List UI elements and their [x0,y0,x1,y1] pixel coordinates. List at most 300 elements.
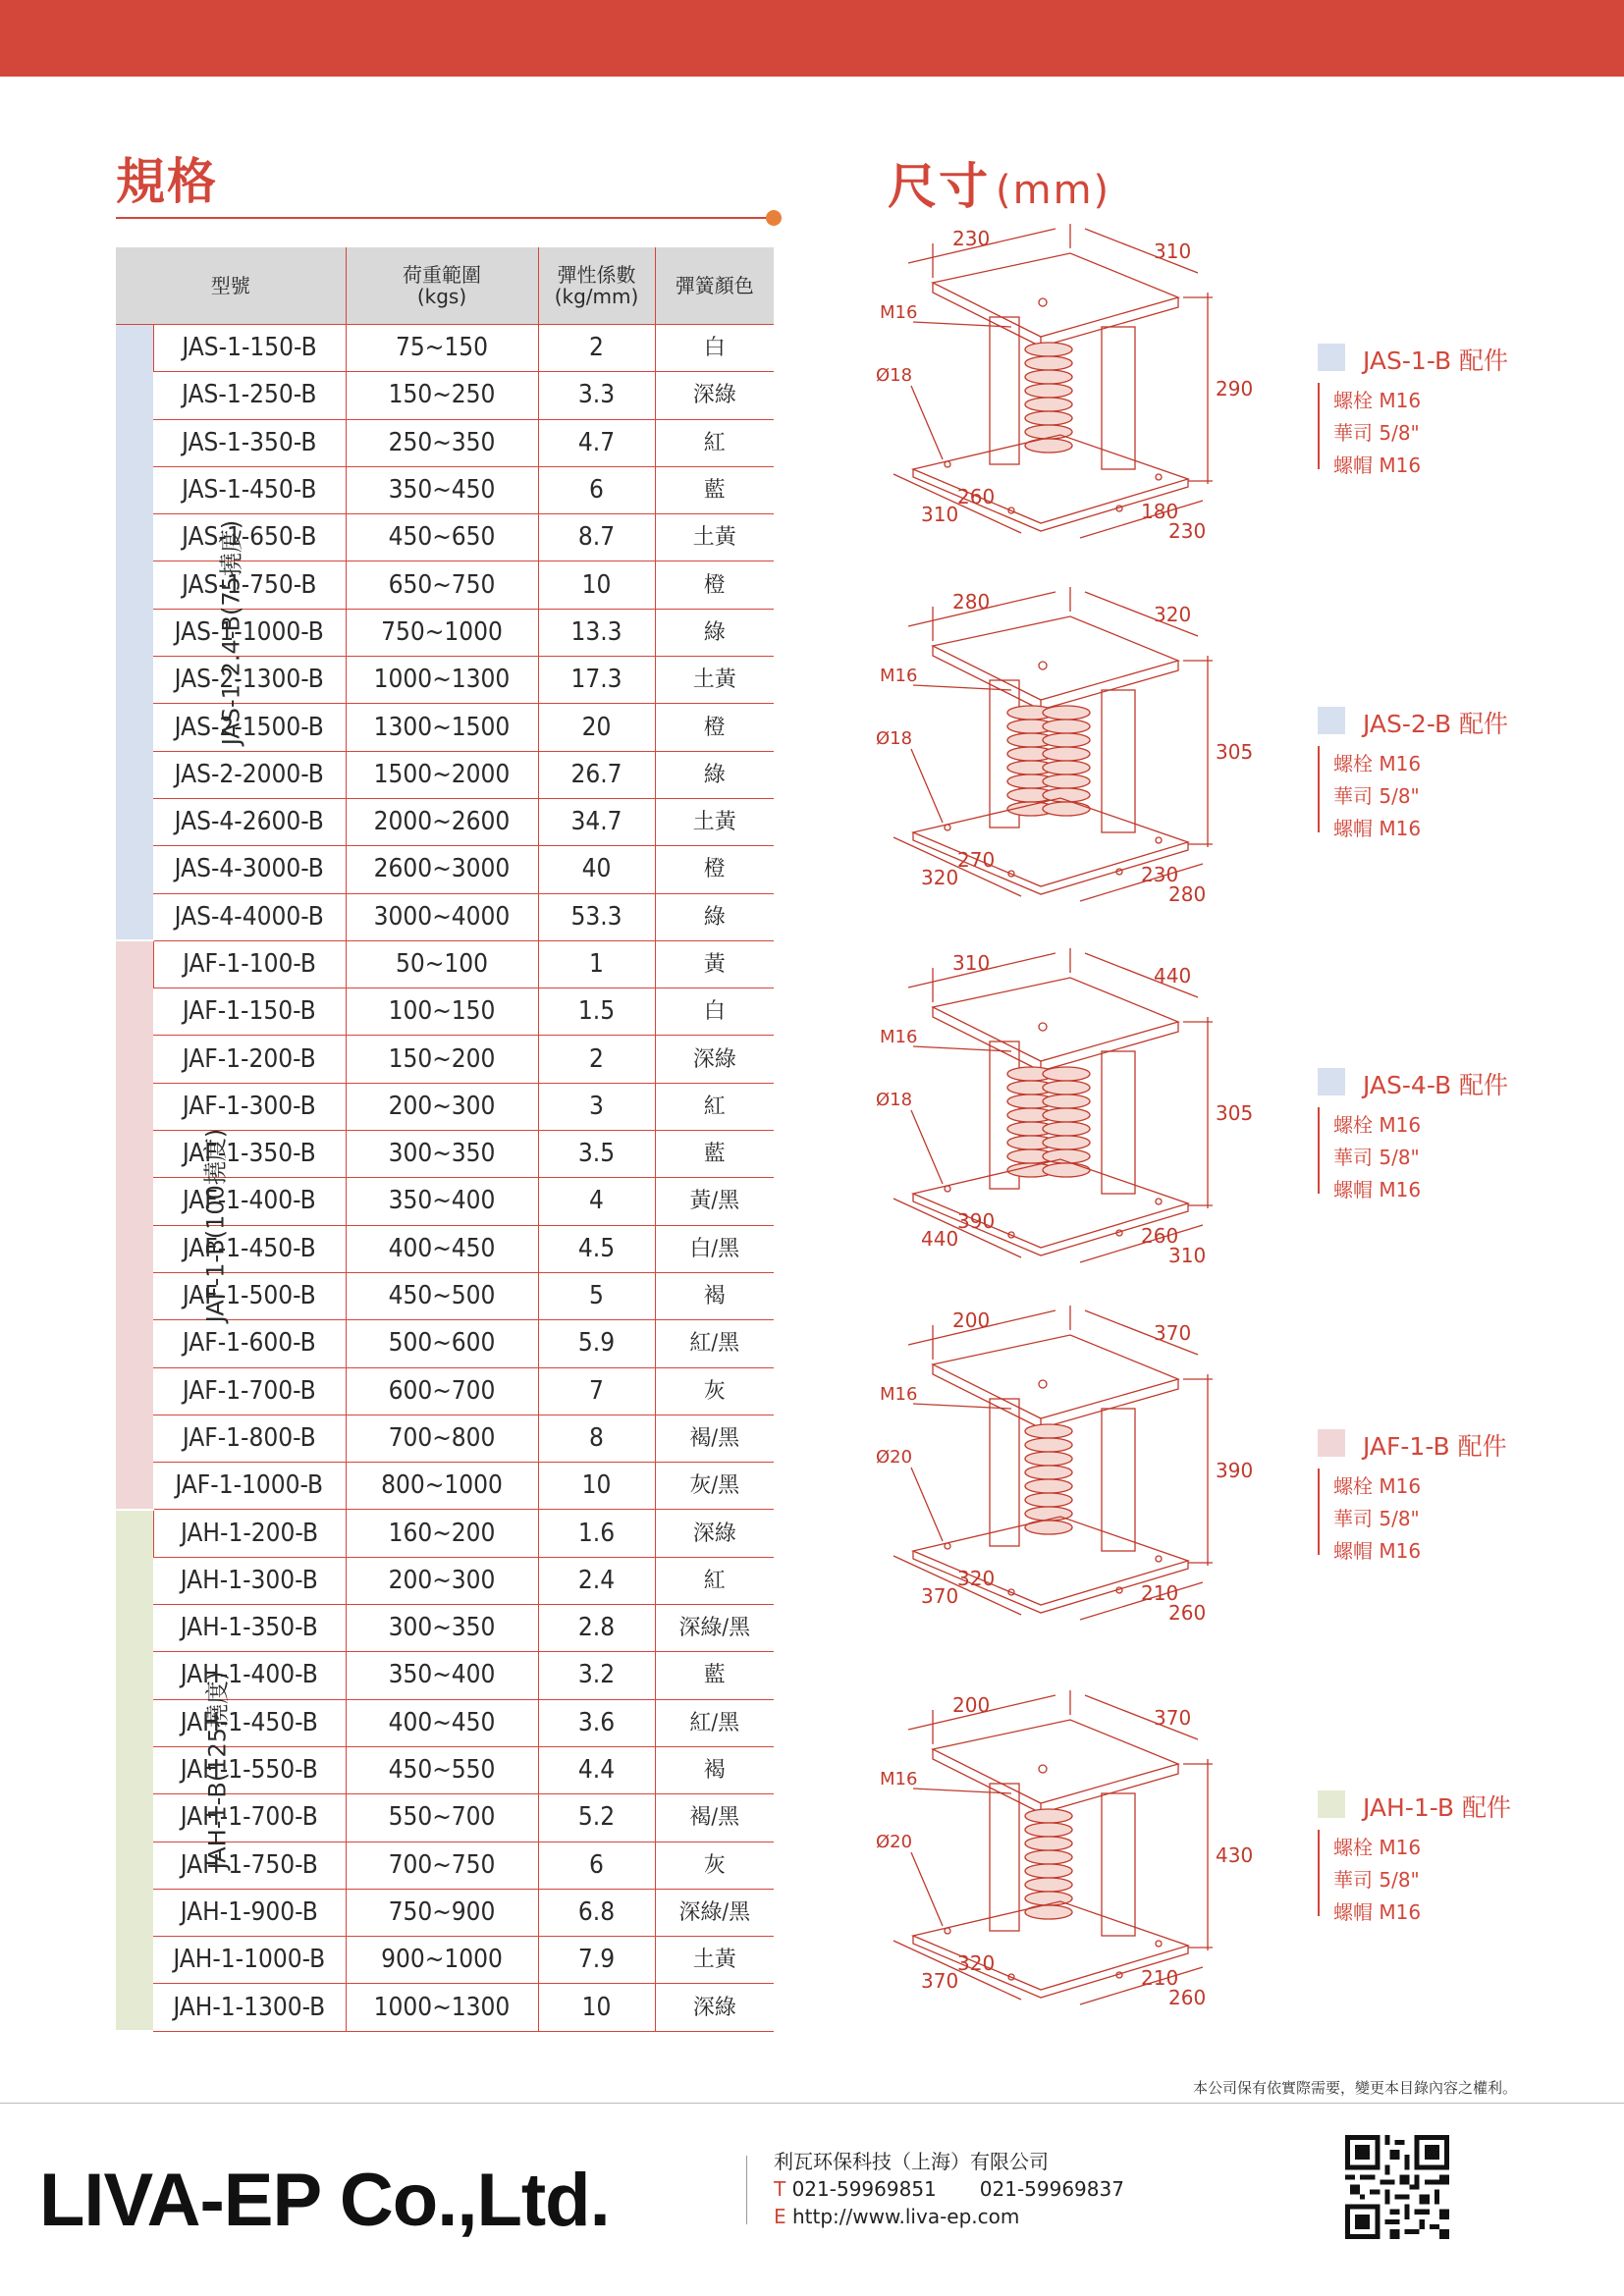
spring-coil [1025,343,1072,356]
spring-color-cell: 褐/黑 [655,1794,774,1842]
model-cell: JAS-2-2000-B [153,751,346,798]
bolt-hole [1039,1023,1047,1031]
model-cell: JAS-1-750-B [153,561,346,609]
model-cell: JAH-1-1300-B [153,1984,346,2031]
load-range-cell: 150~200 [346,1036,538,1083]
load-range-cell: 3000~4000 [346,893,538,940]
dimension-drawing [874,587,1326,915]
base-a-label: 320 [957,1567,996,1590]
hole-size-label: Ø18 [876,1090,913,1110]
accessory-item: 螺帽 M16 [1333,454,1422,477]
header-load-range-line: 荷重範圍 [403,263,481,287]
model-cell: JAS-1-150-B [153,325,346,372]
base-c-label: 230 [1141,863,1179,886]
spring-rate-cell: 10 [538,1463,655,1510]
series-group-label-text: JAS-1.2.4-B(75撓度) [217,519,245,745]
bolt-hole [1039,1380,1047,1388]
spring-color-cell: 白 [655,988,774,1036]
top-depth-label: 370 [1154,1321,1192,1345]
load-range-cell: 1500~2000 [346,751,538,798]
spring-rate-cell: 26.7 [538,751,655,798]
series-color-swatch [1318,1790,1345,1818]
model-cell: JAS-1-350-B [153,419,346,466]
model-cell: JAF-1-100-B [153,940,346,988]
table-row [116,893,774,940]
dimension-heading [888,147,1110,218]
spring-color-cell: 土黃 [655,657,774,704]
header-spring-color [655,247,774,325]
spring-color-cell: 藍 [655,1652,774,1699]
spring-color-cell: 灰/黑 [655,1463,774,1510]
accessory-item: 華司 5/8" [1333,1868,1420,1892]
height-label: 305 [1216,1101,1254,1125]
spring-coil [1025,370,1072,384]
housing-right [1102,1793,1135,1936]
model-cell: JAF-1-300-B [153,1083,346,1130]
load-range-cell: 800~1000 [346,1463,538,1510]
contact-info [774,2148,1124,2230]
spring-coil [1025,1452,1072,1466]
load-range-cell: 1000~1300 [346,657,538,704]
base-d-label: 260 [1168,1601,1207,1625]
accessory-item: 螺帽 M16 [1333,1539,1422,1563]
header-spring-rate [538,247,655,325]
table-row [116,1605,774,1652]
header-load-range-line: (kgs) [416,285,467,308]
load-range-cell: 400~450 [346,1225,538,1272]
accessory-bar [1318,383,1320,469]
spring-rate-cell: 8.7 [538,514,655,561]
load-range-cell: 350~400 [346,1178,538,1225]
spring-rate-cell: 4.7 [538,419,655,466]
load-range-cell: 450~500 [346,1272,538,1319]
base-c-label: 210 [1141,1581,1179,1605]
series-color-swatch [1318,707,1345,734]
series-group-label [116,940,230,1510]
accessory-item: 螺栓 M16 [1333,752,1422,775]
spring-rate-cell: 3 [538,1083,655,1130]
spring-color-cell: 藍 [655,1131,774,1178]
top-plate-edge [933,1364,1178,1428]
accessory-item: 螺栓 M16 [1333,1474,1422,1498]
email-prefix: E [774,2205,786,2228]
bolt-hole [1039,1765,1047,1773]
accessory-title: JAS-2-B 配件 [1363,710,1509,738]
model-cell: JAS-1-250-B [153,372,346,419]
load-range-cell: 2600~3000 [346,846,538,893]
housing-right [1102,1409,1135,1551]
spring-coil [1025,1809,1072,1823]
isometric-drawing [874,948,1306,1272]
top-width-label: 200 [952,1693,991,1717]
spring-color-cell: 土黃 [655,1937,774,1984]
dimension-heading-unit: (mm) [996,168,1111,213]
spring-coil [1025,1438,1072,1452]
top-width-label: 200 [952,1308,991,1332]
series-color-swatch [1318,1429,1345,1457]
table-row [116,372,774,419]
base-d-label: 310 [1168,1244,1207,1267]
spec-table-header [116,247,774,325]
base-b-label: 310 [921,503,959,526]
load-range-cell: 650~750 [346,561,538,609]
spring-coil [1043,761,1090,774]
spring-coil [1025,1493,1072,1507]
bolt-size-label: M16 [880,1769,918,1789]
spring-color-cell: 綠 [655,609,774,656]
accessory-title: JAF-1-B 配件 [1363,1432,1507,1461]
load-range-cell: 400~450 [346,1699,538,1746]
table-row [116,1036,774,1083]
table-row [116,988,774,1036]
website-line [774,2203,1124,2230]
header-spring-rate-line: (kg/mm) [554,285,639,308]
isometric-drawing [874,1306,1306,1629]
header-load-range [346,247,538,325]
table-row [116,1984,774,2031]
spring-rate-cell: 1 [538,940,655,988]
spring-color-cell: 深綠 [655,1036,774,1083]
height-label: 305 [1216,740,1254,764]
load-range-cell: 160~200 [346,1510,538,1557]
spring-color-cell: 綠 [655,893,774,940]
accessory-bar [1318,1468,1320,1555]
model-cell: JAF-1-150-B [153,988,346,1036]
load-range-cell: 75~150 [346,325,538,372]
base-b-label: 370 [921,1969,959,1993]
dimension-drawing [874,1690,1326,2018]
table-row [116,846,774,893]
spring-color-cell: 紅 [655,1557,774,1604]
spring-rate-cell: 2.4 [538,1557,655,1604]
hole-leader [911,1468,943,1541]
spring-coil [1025,1878,1072,1892]
dimension-drawing [874,1306,1326,1633]
spring-rate-cell: 7 [538,1367,655,1415]
bolt-size-label: M16 [880,1027,918,1047]
top-width-label: 230 [952,227,991,250]
accessory-bar [1318,1107,1320,1194]
website-link[interactable]: http://www.liva-ep.com [792,2205,1020,2228]
load-range-cell: 700~750 [346,1842,538,1889]
spring-coil [1043,1136,1090,1149]
hole-leader [911,1852,943,1926]
spring-coil [1043,1163,1090,1177]
load-range-cell: 350~450 [346,466,538,513]
model-cell: JAF-1-600-B [153,1320,346,1367]
bolt-size-label: M16 [880,302,918,323]
spring-color-cell: 黃 [655,940,774,988]
spring-coil [1025,1823,1072,1837]
model-cell: JAF-1-200-B [153,1036,346,1083]
disclaimer-note: 本公司保有依實際需要，變更本目錄內容之權利。 [1193,2079,1518,2097]
spring-rate-cell: 20 [538,704,655,751]
spring-rate-cell: 5.2 [538,1794,655,1842]
footer-divider [0,2103,1624,2104]
spring-color-cell: 灰 [655,1367,774,1415]
spring-color-cell: 褐 [655,1272,774,1319]
bolt-size-label: M16 [880,1384,918,1405]
model-cell: JAS-2-1500-B [153,704,346,751]
top-depth-label: 310 [1154,240,1192,263]
load-range-cell: 200~300 [346,1083,538,1130]
spring-coil [1043,774,1090,788]
hole-leader [911,749,943,823]
housing-left [990,1399,1019,1546]
spring-coil [1025,411,1072,425]
spring-coil [1025,1479,1072,1493]
load-range-cell: 1300~1500 [346,704,538,751]
hole-size-label: Ø20 [876,1447,913,1468]
isometric-drawing [874,587,1306,911]
spring-color-cell: 土黃 [655,514,774,561]
spring-coil [1025,1424,1072,1438]
base-c-label: 210 [1141,1966,1179,1990]
spring-color-cell: 橙 [655,846,774,893]
spec-heading: 規格 [116,153,218,210]
dimension-heading-title: 尺寸 [888,158,990,215]
spring-rate-cell: 6 [538,1842,655,1889]
model-cell: JAS-4-4000-B [153,893,346,940]
load-range-cell: 700~800 [346,1415,538,1462]
spring-rate-cell: 3.5 [538,1131,655,1178]
spring-color-cell: 黃/黑 [655,1178,774,1225]
model-cell: JAH-1-400-B [153,1652,346,1699]
height-label: 390 [1216,1459,1254,1482]
base-a-label: 260 [957,485,996,508]
heading-rule [116,217,772,219]
phone-1: 021-59969851 [791,2177,937,2201]
accessory-item: 螺帽 M16 [1333,817,1422,840]
accessory-item: 螺帽 M16 [1333,1900,1422,1924]
dimension-drawing [874,948,1326,1276]
header-spring-color-line: 彈簧顏色 [675,274,754,297]
model-cell: JAS-1-450-B [153,466,346,513]
top-plate-edge [933,283,1178,347]
load-range-cell: 200~300 [346,1557,538,1604]
hole-size-label: Ø20 [876,1832,913,1852]
accessory-item: 螺栓 M16 [1333,1113,1422,1137]
spring-color-cell: 白/黑 [655,1225,774,1272]
table-row [116,466,774,513]
spring-coil [1043,733,1090,747]
model-cell: JAF-1-500-B [153,1272,346,1319]
spring-rate-cell: 3.2 [538,1652,655,1699]
spring-color-cell: 紅 [655,419,774,466]
base-d-label: 260 [1168,1986,1207,2009]
load-range-cell: 300~350 [346,1605,538,1652]
table-row [116,1937,774,1984]
isometric-drawing [874,1690,1306,2014]
spring-color-cell: 紅 [655,1083,774,1130]
header-model-line: 型號 [210,274,250,297]
housing-left [990,317,1019,464]
height-label: 430 [1216,1843,1254,1867]
spring-coil [1025,1864,1072,1878]
spring-coil [1025,398,1072,411]
accessory-title: JAS-4-B 配件 [1363,1071,1509,1099]
top-plate-edge [933,1749,1178,1813]
spring-rate-cell: 8 [538,1415,655,1462]
accessory-item: 螺栓 M16 [1333,1836,1422,1859]
load-range-cell: 750~900 [346,1889,538,1936]
spring-rate-cell: 17.3 [538,657,655,704]
model-cell: JAS-1-650-B [153,514,346,561]
base-d-label: 280 [1168,882,1207,906]
spring-color-cell: 橙 [655,704,774,751]
model-cell: JAF-1-350-B [153,1131,346,1178]
top-plate-edge [933,646,1178,710]
model-cell: JAH-1-450-B [153,1699,346,1746]
spring-coil [1043,1122,1090,1136]
spring-color-cell: 深綠/黑 [655,1605,774,1652]
spring-color-cell: 深綠 [655,372,774,419]
load-range-cell: 350~400 [346,1652,538,1699]
model-cell: JAH-1-750-B [153,1842,346,1889]
load-range-cell: 250~350 [346,419,538,466]
top-width-label: 280 [952,590,991,614]
spring-coil [1043,1067,1090,1081]
spring-rate-cell: 34.7 [538,798,655,845]
hole-leader [911,1110,943,1184]
accessory-item: 華司 5/8" [1333,421,1420,445]
hole-size-label: Ø18 [876,365,913,386]
base-a-label: 320 [957,1951,996,1975]
spring-color-cell: 灰 [655,1842,774,1889]
series-group-label-text: JAH-1-B(125撓度) [203,1671,232,1870]
spring-coil [1025,1466,1072,1479]
spring-rate-cell: 4.5 [538,1225,655,1272]
accessory-bar [1318,746,1320,832]
spring-rate-cell: 13.3 [538,609,655,656]
top-color-bar [0,0,1624,77]
accessory-item: 華司 5/8" [1333,1146,1420,1169]
model-cell: JAS-4-2600-B [153,798,346,845]
spring-rate-cell: 10 [538,1984,655,2031]
table-row [116,325,774,372]
top-width-label: 310 [952,951,991,975]
model-cell: JAH-1-550-B [153,1746,346,1793]
model-cell: JAH-1-350-B [153,1605,346,1652]
spring-rate-cell: 3.3 [538,372,655,419]
housing-left [990,1784,1019,1931]
bolt-size-label: M16 [880,666,918,686]
spring-rate-cell: 2.8 [538,1605,655,1652]
phone-line [774,2175,1124,2203]
spring-rate-cell: 7.9 [538,1937,655,1984]
spring-rate-cell: 4 [538,1178,655,1225]
spring-rate-cell: 5.9 [538,1320,655,1367]
spring-color-cell: 紅/黑 [655,1320,774,1367]
spring-color-cell: 褐/黑 [655,1415,774,1462]
accessory-item: 華司 5/8" [1333,1507,1420,1530]
series-color-swatch [1318,1068,1345,1095]
table-row [116,419,774,466]
spring-color-cell: 紅/黑 [655,1699,774,1746]
base-c-label: 260 [1141,1224,1179,1248]
table-row [116,1557,774,1604]
model-cell: JAF-1-400-B [153,1178,346,1225]
top-plate-edge [933,1007,1178,1071]
load-range-cell: 300~350 [346,1131,538,1178]
spring-rate-cell: 4.4 [538,1746,655,1793]
load-range-cell: 450~550 [346,1746,538,1793]
model-cell: JAF-1-450-B [153,1225,346,1272]
load-range-cell: 150~250 [346,372,538,419]
series-group-label [116,1510,232,2031]
spring-color-cell: 綠 [655,751,774,798]
model-cell: JAF-1-800-B [153,1415,346,1462]
phone-prefix: T [774,2177,786,2201]
accessory-title: JAS-1-B 配件 [1363,347,1509,375]
table-row [116,1367,774,1415]
isometric-drawing [874,224,1306,548]
load-range-cell: 450~650 [346,514,538,561]
spring-coil [1043,706,1090,720]
spring-coil [1043,720,1090,733]
model-cell: JAH-1-700-B [153,1794,346,1842]
accessory-item: 華司 5/8" [1333,784,1420,808]
spring-rate-cell: 1.5 [538,988,655,1036]
phone-2: 021-59969837 [979,2177,1124,2201]
model-cell: JAH-1-300-B [153,1557,346,1604]
spring-coil [1043,747,1090,761]
bolt-hole [1039,298,1047,306]
spring-color-cell: 深綠/黑 [655,1889,774,1936]
table-row [116,1510,774,1557]
load-range-cell: 100~150 [346,988,538,1036]
spring-rate-cell: 40 [538,846,655,893]
spec-table [116,247,774,2032]
spring-rate-cell: 5 [538,1272,655,1319]
table-row [116,1320,774,1367]
housing-right [1102,327,1135,469]
model-cell: JAF-1-1000-B [153,1463,346,1510]
top-depth-label: 440 [1154,964,1192,988]
base-d-label: 230 [1168,519,1207,543]
spring-rate-cell: 53.3 [538,893,655,940]
header-model [116,247,346,325]
base-b-label: 440 [921,1227,959,1251]
load-range-cell: 50~100 [346,940,538,988]
load-range-cell: 900~1000 [346,1937,538,1984]
table-row [116,1463,774,1510]
spring-color-cell: 褐 [655,1746,774,1793]
spring-color-cell: 白 [655,325,774,372]
header-spring-rate-line: 彈性係數 [557,263,636,287]
accessory-item: 螺栓 M16 [1333,389,1422,412]
series-group-label-text: JAF-1-B(100撓度) [201,1128,230,1322]
housing-right [1102,690,1135,832]
accessory-bar [1318,1830,1320,1916]
base-a-label: 390 [957,1209,996,1233]
hole-size-label: Ø18 [876,728,913,749]
bolt-hole [1039,662,1047,669]
spring-color-cell: 深綠 [655,1984,774,2031]
spring-rate-cell: 6.8 [538,1889,655,1936]
spring-coil [1043,1108,1090,1122]
base-a-label: 270 [957,848,996,872]
spring-rate-cell: 1.6 [538,1510,655,1557]
base-c-label: 180 [1141,500,1179,523]
load-range-cell: 2000~2600 [346,798,538,845]
spring-rate-cell: 2 [538,1036,655,1083]
spring-color-cell: 橙 [655,561,774,609]
table-row [116,940,774,988]
load-range-cell: 500~600 [346,1320,538,1367]
spring-color-cell: 藍 [655,466,774,513]
spring-coil [1043,802,1090,816]
